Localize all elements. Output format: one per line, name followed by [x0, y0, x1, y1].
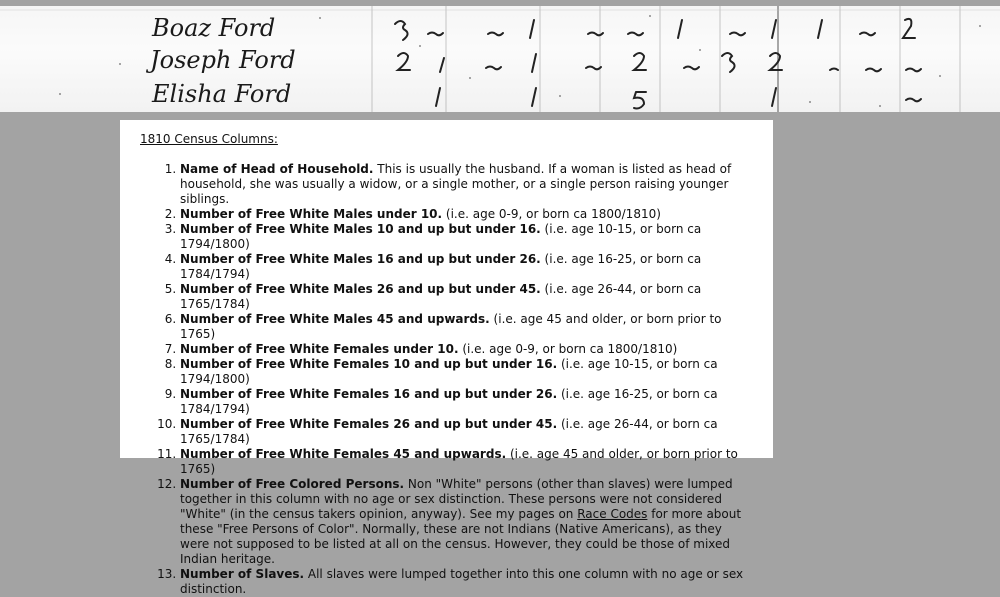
item-label: Number of Free Colored Persons. [180, 477, 405, 491]
list-item [180, 342, 753, 357]
item-text: (i.e. age 45 and older, or born prior to 1765) [180, 312, 722, 341]
list-item [180, 222, 753, 252]
item-text: (i.e. age 0-9, or born ca 1800/1810) [458, 342, 678, 356]
item-text: This is usually the husband. If a woman is listed as head of household, she was usually a widow, or a single mother, or a single person raising younger siblings. [180, 162, 732, 206]
item-text: (i.e. age 10-15, or born ca 1794/1800) [180, 222, 702, 251]
item-text: (i.e. age 26-44, or born ca 1765/1784) [180, 282, 702, 311]
list-item [180, 417, 753, 447]
item-label: Number of Slaves. [180, 567, 305, 581]
list-item [180, 282, 753, 312]
list-item [180, 207, 753, 222]
item-label: Number of Free White Males 45 and upwards. [180, 312, 490, 326]
item-text: (i.e. age 10-15, or born ca 1794/1800) [180, 357, 718, 386]
census-columns-panel [120, 120, 773, 596]
item-text: (i.e. age 0-9, or born ca 1800/1810) [442, 207, 661, 221]
list-item [180, 312, 753, 342]
item-text: (i.e. age 26-44, or born ca 1765/1784) [180, 417, 718, 446]
census-record-image [0, 6, 1000, 112]
item-label: Number of Free White Females 26 and up but under 45. [180, 417, 558, 431]
item-label: Number of Free White Males 16 and up but under 26. [180, 252, 541, 266]
item-label: Number of Free White Females 16 and up but under 26. [180, 387, 558, 401]
item-label: Number of Free White Males under 10. [180, 207, 443, 221]
list-item [180, 162, 753, 207]
item-text: All slaves were lumped together into this one column with no age or sex distinction. [180, 567, 744, 596]
item-label: Number of Free White Males 26 and up but under 45. [180, 282, 541, 296]
panel-title: 1810 Census Columns: [140, 132, 278, 146]
list-item [180, 447, 753, 477]
item-label: Number of Free White Females 45 and upwards. [180, 447, 507, 461]
census-columns-list [140, 162, 753, 597]
item-label: Number of Free White Males 10 and up but under 16. [180, 222, 541, 236]
item-text: (i.e. age 16-25, or born ca 1784/1794) [180, 252, 702, 281]
list-item [180, 252, 753, 282]
race-codes-link[interactable]: Race Codes [577, 507, 648, 521]
item-label: Number of Free White Females under 10. [180, 342, 459, 356]
list-item [180, 387, 753, 417]
item-label: Number of Free White Females 10 and up but under 16. [180, 357, 558, 371]
handwritten-name-1: Boaz Ford [152, 14, 276, 42]
item-label: Name of Head of Household. [180, 162, 374, 176]
handwritten-name-2: Joseph Ford [150, 46, 296, 74]
list-item [180, 477, 753, 567]
item-text: (i.e. age 16-25, or born ca 1784/1794) [180, 387, 718, 416]
handwritten-name-3: Elisha Ford [152, 80, 292, 108]
list-item [180, 567, 753, 597]
handwritten-tally-marks [395, 19, 921, 109]
item-text: (i.e. age 45 and older, or born prior to 1765) [180, 447, 738, 476]
item-text-after: for more about these "Free Persons of Color". Normally, these are not Indians (Native Americans), as they were not supposed to be listed at all on the census. However, they could be those of mixed Indian heritage. [180, 507, 742, 566]
list-item [180, 357, 753, 387]
item-text: Non "White" persons (other than slaves) were lumped together in this column with no age or sex distinction. These persons were not considered "White" (in the census takers opinion, anyway). See my pages on [180, 477, 733, 521]
